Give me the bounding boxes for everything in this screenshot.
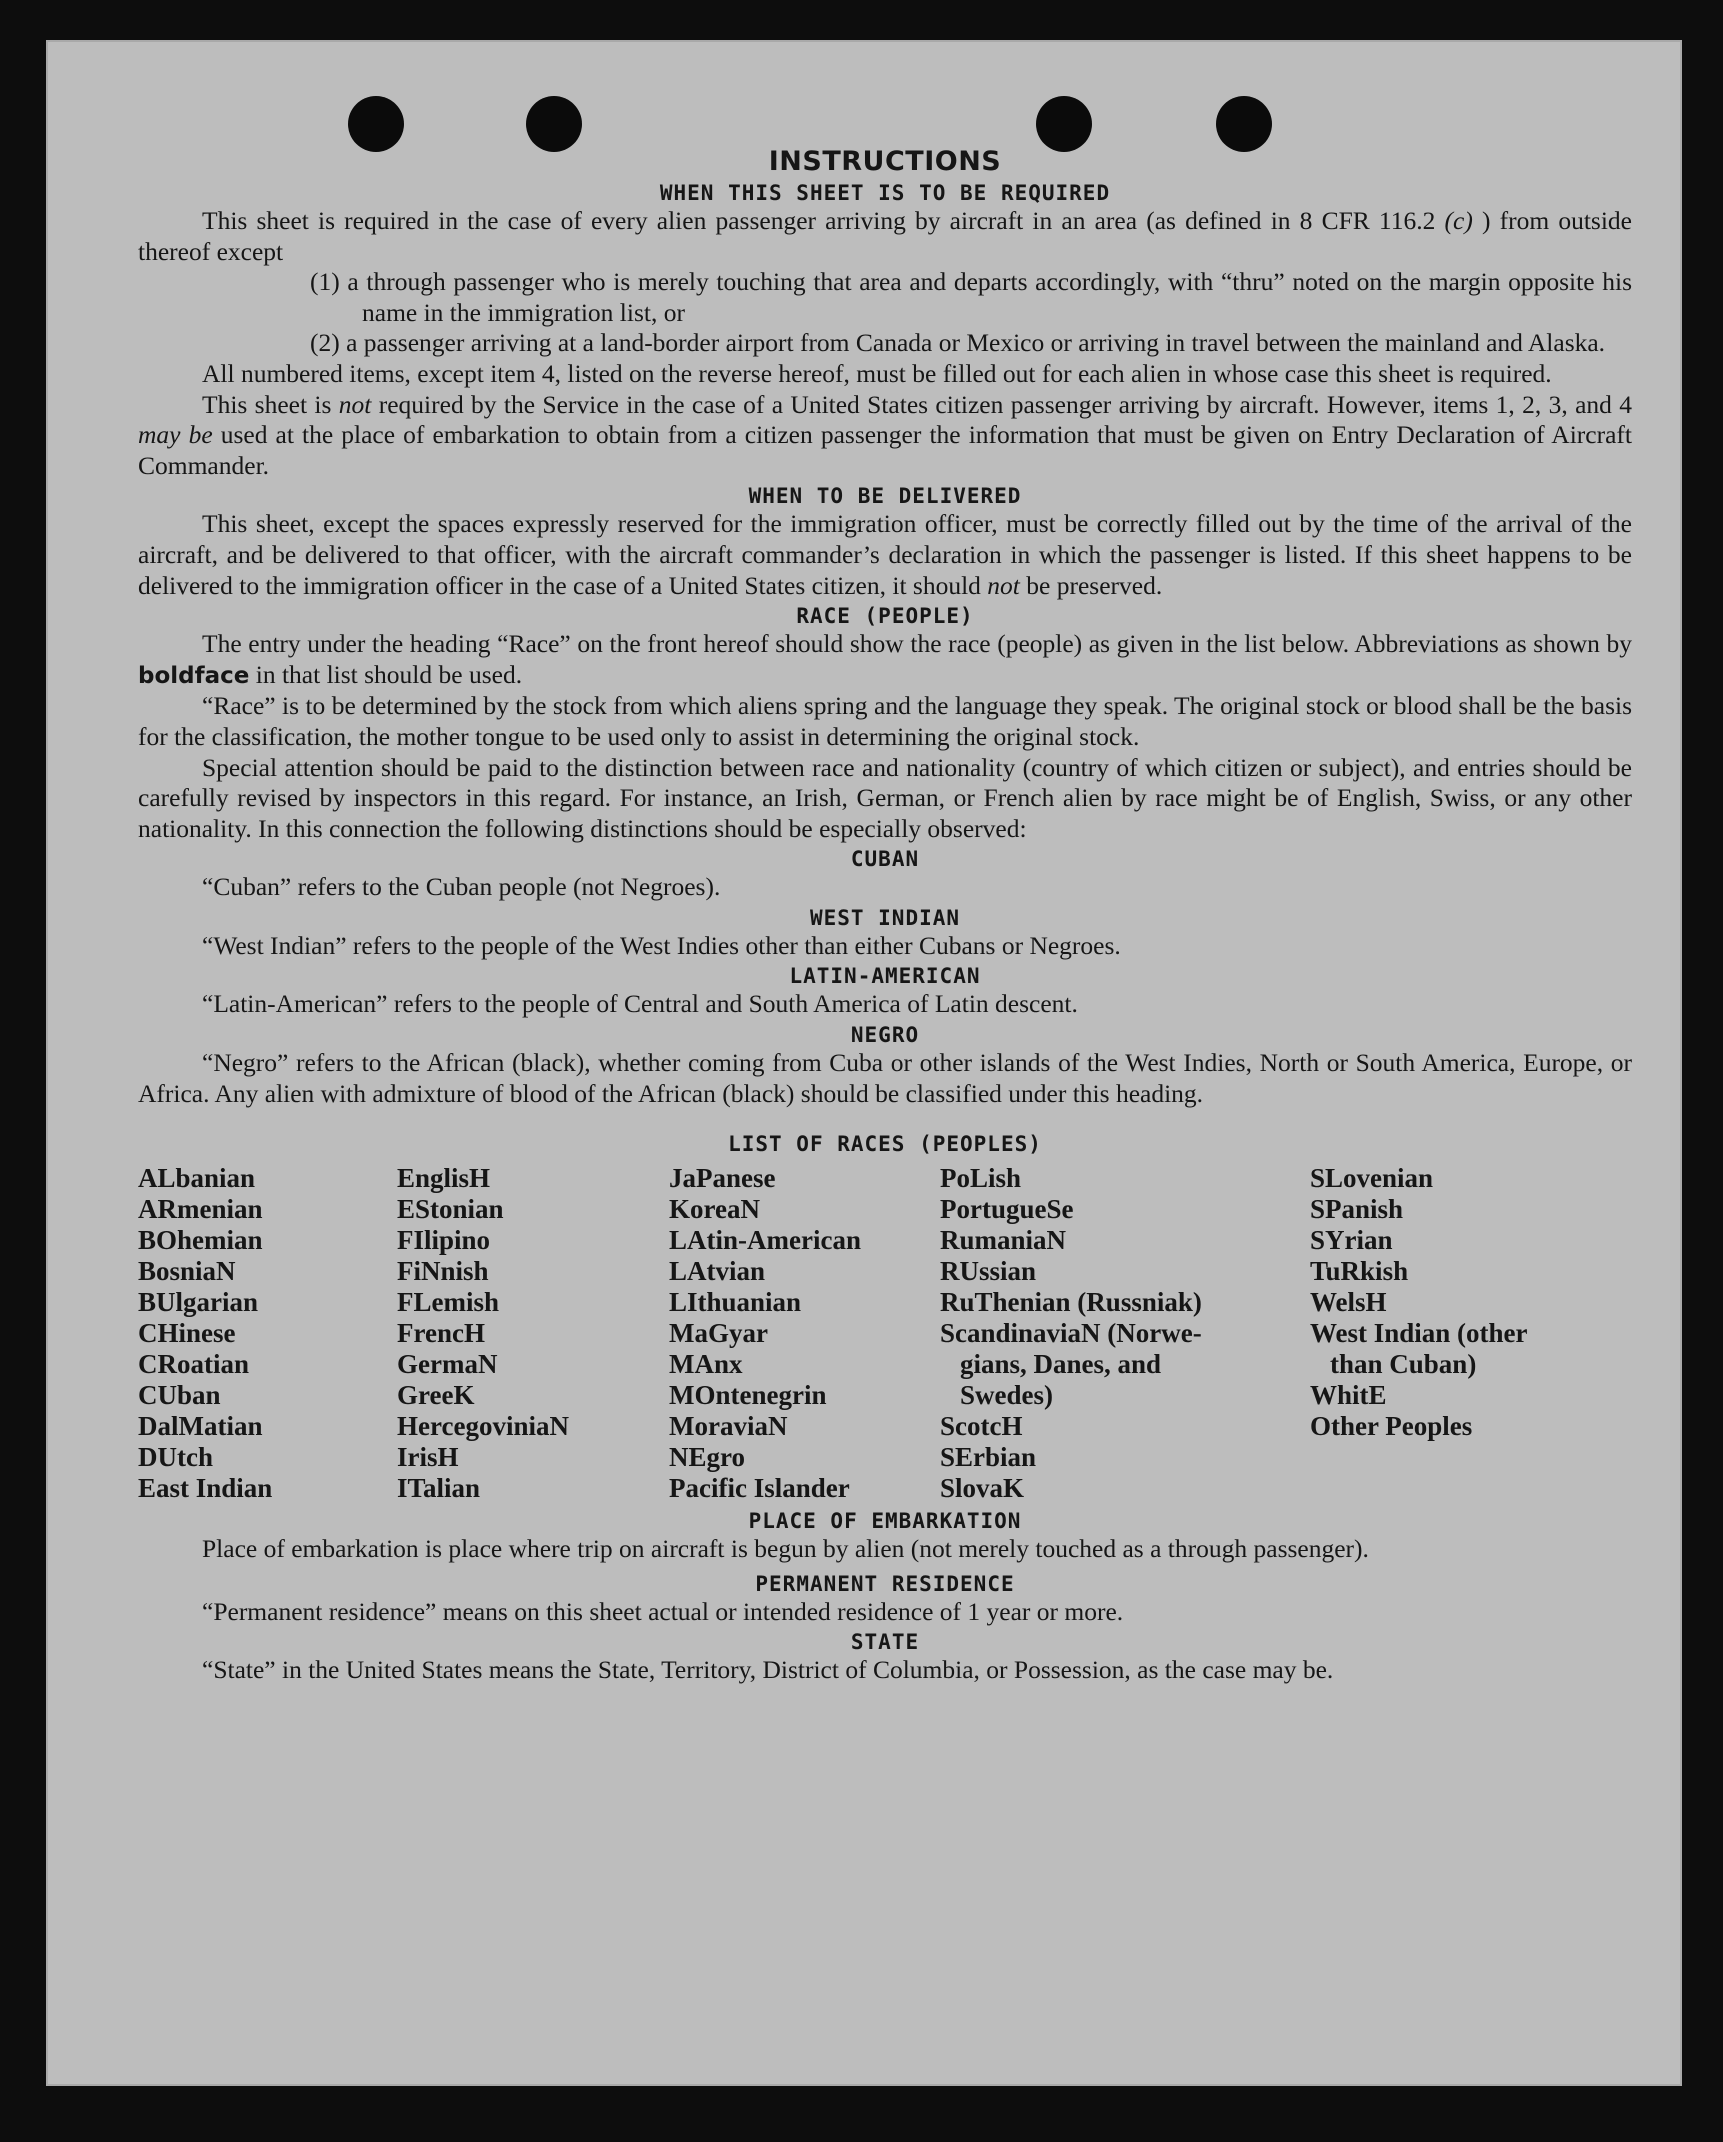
race-item: KoreaN (669, 1194, 760, 1225)
race-item: ScotcH (940, 1411, 1023, 1442)
race-item-continuation: Swedes) (960, 1380, 1053, 1411)
italic-text: (c) (1444, 206, 1473, 235)
race-item: CUban (138, 1380, 221, 1411)
paragraph (138, 509, 1632, 601)
race-item: SLovenian (1310, 1163, 1434, 1194)
list-item: (2) a passenger arriving at a land-border airport from Canada or Mexico or arriving in travel between the mainland and Alaska. (310, 328, 1606, 358)
race-item: CHinese (138, 1318, 236, 1349)
race-item: NEgro (669, 1442, 746, 1473)
race-item: GermaN (397, 1349, 498, 1380)
race-item: LAtin-American (669, 1225, 861, 1256)
race-item-continuation: than Cuban) (1330, 1349, 1477, 1380)
text-span: required by the Service in the case of a United States citizen passenger arriving by aircraft. However, items 1, 2, 3, and 4 (371, 389, 1632, 419)
section-heading-list-of-races: LIST OF RACES (PEOPLES) (728, 1132, 1042, 1157)
race-item: TuRkish (1310, 1256, 1409, 1287)
race-item: East Indian (138, 1473, 273, 1504)
list-item: (1) a through passenger who is merely touching that area and departs accordingly, with “thru” noted on the margin opposite his name in the immigration list, or (310, 267, 1632, 327)
race-item-continuation: gians, Danes, and (960, 1349, 1162, 1380)
paragraph: Place of embarkation is place where trip on aircraft is begun by alien (not merely touched as a through passenger). (202, 1534, 1369, 1564)
paragraph: All numbered items, except item 4, listed on the reverse hereof, must be filled out for each alien in whose case this sheet is required. (202, 358, 1552, 388)
text-span: This sheet, except the spaces expressly reserved for the immigration officer, must be correctly filled out by the time of the arrival of the aircraft, and be delivered to that officer, with the aircraft commander’s declaration in which the passenger is listed. If this sheet happens to be delivered to the immigration officer in the case of a United States citizen, it should (138, 509, 1632, 600)
race-item: SlovaK (940, 1473, 1025, 1504)
text-span: be preserved. (1019, 570, 1163, 600)
race-item: SYrian (1310, 1225, 1393, 1256)
text-span: This sheet is required in the case of every alien passenger arriving by aircraft in an area (as defined in 8 CFR 116.2 (202, 206, 1445, 235)
race-item: LAtvian (669, 1256, 766, 1287)
race-item: ARmenian (138, 1194, 263, 1225)
paragraph: Special attention should be paid to the distinction between race and nationality (country of which citizen or subject), and entries should be carefully revised by inspectors in this regard. For instance, an Irish, German, or French alien by race might be of English, Swiss, or any other nationality. In this connection the following distinctions should be especially observed: (138, 752, 1632, 843)
race-item: PoLish (940, 1163, 1022, 1194)
race-item: SPanish (1310, 1194, 1404, 1225)
race-item: BosniaN (138, 1256, 236, 1287)
race-item: Other Peoples (1310, 1411, 1473, 1442)
italic-text: not (338, 389, 372, 419)
race-item: Pacific Islander (669, 1473, 850, 1504)
section-heading-embarkation: PLACE OF EMBARKATION (748, 1509, 1022, 1534)
text-span: This sheet is (202, 389, 339, 419)
races-column-2 (397, 1163, 669, 1504)
paragraph: “Latin-American” refers to the people of Central and South America of Latin descent. (202, 989, 1078, 1019)
race-item: EStonian (397, 1194, 504, 1225)
italic-text: not (987, 570, 1020, 600)
bold-text: boldface (138, 662, 250, 689)
race-item: FIlipino (397, 1225, 491, 1256)
paragraph: “Permanent residence” means on this sheet actual or intended residence of 1 year or more. (202, 1596, 1124, 1626)
paragraph (138, 629, 1632, 691)
race-item: ALbanian (138, 1163, 256, 1194)
section-heading-required: WHEN THIS SHEET IS TO BE REQUIRED (659, 181, 1111, 205)
races-column-5 (1310, 1163, 1632, 1504)
race-item: DUtch (138, 1442, 213, 1473)
races-list (138, 1163, 1632, 1504)
text-span: The entry under the heading “Race” on the front hereof should show the race (people) as given in the list below. Abbreviations as shown by (202, 629, 1632, 659)
race-item: FLemish (397, 1287, 500, 1318)
race-item: SErbian (940, 1442, 1037, 1473)
race-item: BUlgarian (138, 1287, 259, 1318)
document-sheet (46, 40, 1682, 2086)
race-item: IrisH (397, 1442, 459, 1473)
paragraph: “West Indian” refers to the people of the West Indies other than either Cubans or Negroes. (202, 930, 1121, 960)
race-item: LIthuanian (669, 1287, 802, 1318)
section-heading-negro: NEGRO (850, 1023, 920, 1048)
paragraph: “Cuban” refers to the Cuban people (not Negroes). (202, 872, 721, 902)
races-column-4 (940, 1163, 1310, 1504)
race-item: EnglisH (397, 1163, 491, 1194)
paragraph (138, 390, 1632, 482)
race-item: FrencH (397, 1318, 485, 1349)
race-item: CRoatian (138, 1349, 250, 1380)
race-item: HercegoviniaN (397, 1411, 569, 1442)
paragraph: “Race” is to be determined by the stock from which aliens spring and the language they speak. The original stock or blood shall be the basis for the classification, the mother tongue to be used only to assist in determining the original stock. (138, 691, 1632, 751)
race-item: WhitE (1310, 1380, 1387, 1411)
race-item: MoraviaN (669, 1411, 788, 1442)
race-item: FiNnish (397, 1256, 489, 1287)
paragraph: “State” in the United States means the State, Territory, District of Columbia, or Possession, as the case may be. (202, 1655, 1334, 1685)
section-heading-west-indian: WEST INDIAN (809, 905, 961, 930)
section-heading-delivered: WHEN TO BE DELIVERED (748, 484, 1022, 509)
text-span: ) from outside thereof except (138, 206, 1632, 266)
paragraph: “Negro” refers to the African (black), whether coming from Cuba or other islands of the West Indies, North or South America, Europe, or Africa. Any alien with admixture of blood of the African (black) should be classified under this heading. (138, 1048, 1632, 1108)
section-heading-latin-american: LATIN-AMERICAN (789, 964, 981, 989)
instructions-content (138, 112, 1632, 1686)
race-item: MOntenegrin (669, 1380, 827, 1411)
race-item: ITalian (397, 1473, 481, 1504)
italic-text: may be (138, 420, 213, 450)
page-title: INSTRUCTIONS (768, 146, 1002, 177)
text-span: in that list should be used. (249, 659, 523, 689)
races-column-1 (138, 1163, 397, 1504)
race-item: West Indian (other (1310, 1318, 1528, 1349)
section-heading-race: RACE (PEOPLE) (796, 604, 974, 629)
race-item: RUssian (940, 1256, 1037, 1287)
race-item: ScandinaviaN (Norwe- (940, 1318, 1202, 1349)
race-item: MAnx (669, 1349, 743, 1380)
race-item: MaGyar (669, 1318, 768, 1349)
section-heading-cuban: CUBAN (850, 847, 920, 872)
race-item: RumaniaN (940, 1225, 1067, 1256)
race-item: GreeK (397, 1380, 475, 1411)
section-heading-permanent-residence: PERMANENT RESIDENCE (755, 1571, 1015, 1596)
section-heading-state: STATE (850, 1630, 920, 1655)
race-item: WelsH (1310, 1287, 1387, 1318)
race-item: BOhemian (138, 1225, 263, 1256)
races-column-3 (669, 1163, 940, 1504)
text-span: used at the place of embarkation to obtain from a citizen passenger the information that must be given on Entry Declaration of Aircraft Commander. (138, 420, 1632, 480)
paragraph (138, 206, 1632, 267)
race-item: RuThenian (Russniak) (940, 1287, 1202, 1318)
race-item: JaPanese (669, 1163, 776, 1194)
race-item: DalMatian (138, 1411, 263, 1442)
race-item: PortugueSe (940, 1194, 1074, 1225)
